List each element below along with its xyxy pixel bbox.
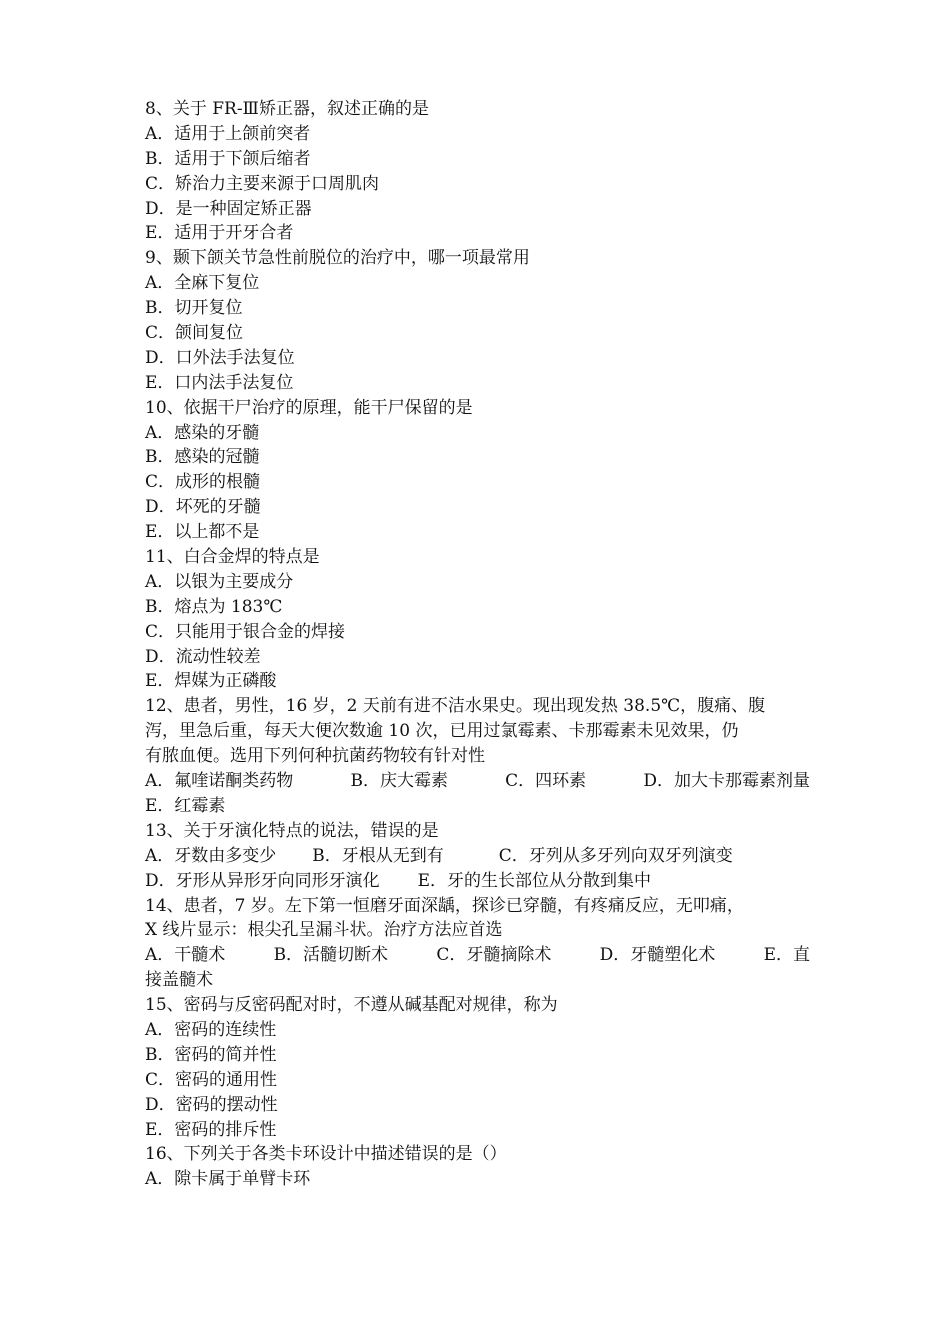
option-b: B．庆大霉素 — [350, 771, 448, 792]
question-15 — [145, 993, 810, 1142]
option-d: D．加大卡那霉素剂量 — [643, 771, 810, 792]
question-9 — [145, 246, 810, 395]
option-e-continued: 接盖髓术 — [145, 970, 213, 991]
option-e: E．密码的排斥性 — [145, 1119, 277, 1140]
option-b: B．活髓切断术 — [273, 945, 389, 966]
question-stem: 10、依据干尸治疗的原理，能干尸保留的是 — [145, 397, 473, 418]
question-stem: 9、颞下颌关节急性前脱位的治疗中，哪一项最常用 — [145, 248, 530, 269]
option-e: E．直 — [763, 945, 810, 966]
options-row — [145, 769, 810, 794]
option-d: D．坏死的牙髓 — [145, 497, 261, 518]
question-stem-line-1: 12、患者，男性，16 岁，2 天前有进不洁水果史。现出现发热 38.5℃，腹痛、腹 — [145, 696, 766, 717]
option-c: C．四环素 — [505, 771, 587, 792]
option-a: A．密码的连续性 — [145, 1019, 277, 1040]
option-c: C．颌间复位 — [145, 323, 244, 344]
question-11 — [145, 545, 810, 694]
question-stem: 8、关于 FR-Ⅲ矫正器，叙述正确的是 — [145, 99, 429, 119]
option-a: A．以银为主要成分 — [145, 571, 294, 592]
option-a: A．适用于上颌前突者 — [145, 123, 311, 144]
option-b: B．牙根从无到有 — [312, 845, 444, 866]
option-c: C．密码的通用性 — [145, 1069, 278, 1090]
question-12 — [145, 694, 810, 818]
option-d: D．口外法手法复位 — [145, 347, 295, 368]
option-a: A．牙数由多变少 — [145, 845, 277, 866]
option-a: A．氟喹诺酮类药物 — [145, 771, 294, 792]
option-d: D．是一种固定矫正器 — [145, 198, 312, 219]
option-c: C．只能用于银合金的焊接 — [145, 621, 346, 642]
option-d: D．牙髓塑化术 — [599, 945, 716, 966]
option-a: A．干髓术 — [145, 945, 226, 966]
question-stem: 16、下列关于各类卡环设计中描述错误的是（） — [145, 1144, 507, 1165]
option-e: E．焊媒为正磷酸 — [145, 671, 277, 692]
option-a: A．隙卡属于单臂卡环 — [145, 1169, 311, 1190]
option-e: E．牙的生长部位从分散到集中 — [417, 870, 652, 891]
document-page — [145, 97, 810, 1192]
question-stem: 11、白合金焊的特点是 — [145, 547, 320, 568]
option-d: D．密码的摆动性 — [145, 1094, 278, 1115]
option-e: E．适用于开牙合者 — [145, 223, 294, 244]
option-c: C．牙列从多牙列向双牙列演变 — [498, 845, 733, 866]
question-8 — [145, 97, 810, 246]
option-b: B．适用于下颌后缩者 — [145, 148, 311, 169]
options-row-1 — [145, 844, 810, 869]
question-14 — [145, 894, 810, 994]
option-b: B．密码的简并性 — [145, 1044, 277, 1065]
question-10 — [145, 396, 810, 545]
option-c: C．成形的根髓 — [145, 472, 261, 493]
option-a: A．感染的牙髓 — [145, 422, 260, 443]
options-row — [145, 943, 810, 968]
question-16 — [145, 1142, 810, 1192]
question-13 — [145, 819, 810, 894]
option-b: B．切开复位 — [145, 298, 243, 319]
option-d: D．牙形从异形牙向同形牙演化 — [145, 870, 380, 891]
option-e: E．红霉素 — [145, 795, 226, 816]
question-stem-line-2: 泻，里急后重，每天大便次数逾 10 次，已用过氯霉素、卡那霉素未见效果，仍 — [145, 721, 739, 742]
option-e: E．以上都不是 — [145, 522, 260, 543]
options-row-2 — [145, 869, 810, 894]
option-d: D．流动性较差 — [145, 646, 261, 667]
option-e: E．口内法手法复位 — [145, 372, 294, 393]
question-stem-line-2: X 线片显示：根尖孔呈漏斗状。治疗方法应首选 — [145, 920, 503, 941]
question-stem: 13、关于牙演化特点的说法，错误的是 — [145, 820, 439, 841]
question-stem-line-3: 有脓血便。选用下列何种抗菌药物较有针对性 — [145, 746, 485, 767]
option-b: B．熔点为 183℃ — [145, 596, 283, 617]
option-a: A．全麻下复位 — [145, 273, 260, 294]
option-c: C．牙髓摘除术 — [436, 945, 552, 966]
option-c: C．矫治力主要来源于口周肌肉 — [145, 173, 380, 194]
question-stem: 15、密码与反密码配对时，不遵从碱基配对规律，称为 — [145, 995, 558, 1016]
question-stem-line-1: 14、患者，7 岁。左下第一恒磨牙面深龋，探诊已穿髓，有疼痛反应，无叩痛， — [145, 895, 744, 916]
option-b: B．感染的冠髓 — [145, 447, 260, 468]
